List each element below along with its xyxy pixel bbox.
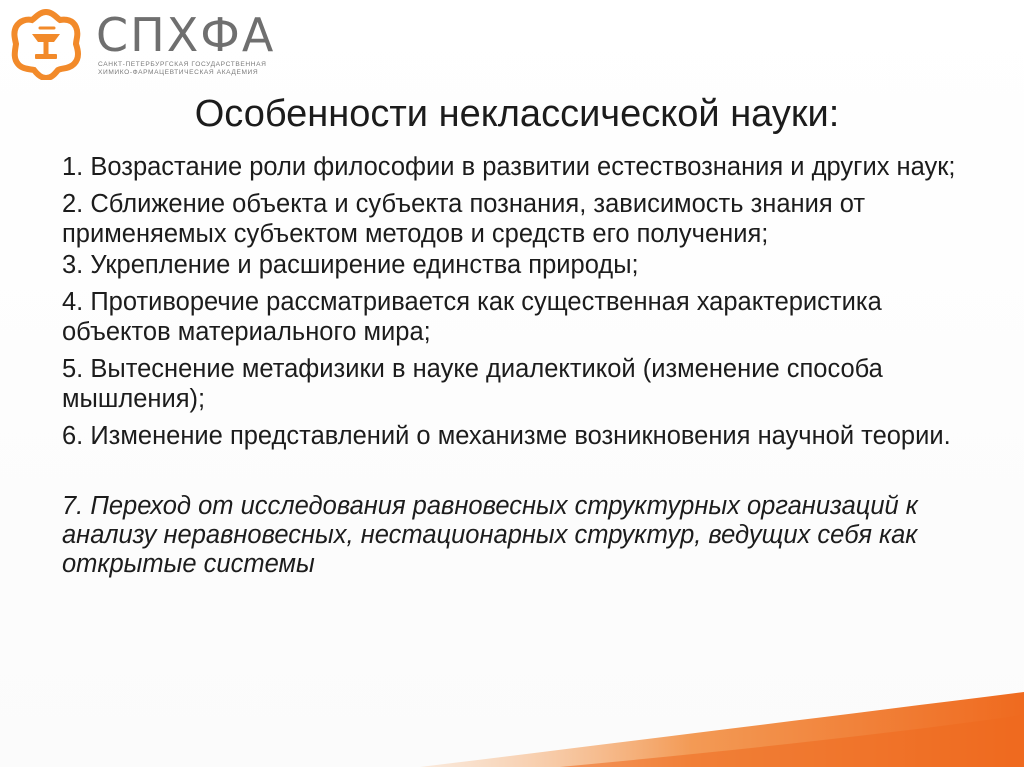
logo-subtitle-line: САНКТ-ПЕТЕРБУРГСКАЯ ГОСУДАРСТВЕННАЯ xyxy=(98,61,267,68)
emphasized-list-item: 7. Переход от исследования равновесных структурных организаций к анализу неравновесных, нестационарных структур, ведущих себя как открытые системы xyxy=(62,492,918,578)
feature-list xyxy=(62,152,997,605)
list-item: 2. Сближение объекта и субъекта познания, зависимость знания от применяемых субъектом методов и средств его получения; xyxy=(62,190,866,248)
logo-subtitle xyxy=(98,61,266,77)
list-item: 5. Вытеснение метафизики в науке диалектикой (изменение способа мышления); xyxy=(62,355,883,413)
logo xyxy=(10,8,280,80)
logo-subtitle-line: ХИМИКО-ФАРМАЦЕВТИЧЕСКАЯ АКАДЕМИЯ xyxy=(98,69,259,76)
list-item: 3. Укрепление и расширение единства природы; xyxy=(62,251,639,279)
list-item: 4. Противоречие рассматривается как существенная характеристика объектов материального мира; xyxy=(62,288,882,346)
logo-wordmark: СПХФА xyxy=(96,8,276,62)
list-item: 1. Возрастание роли философии в развитии естествознания и других наук; xyxy=(62,153,956,181)
slide-title: Особенности неклассической науки: xyxy=(194,93,840,135)
list-item: 6. Изменение представлений о механизме возникновения научной теории. xyxy=(62,422,951,450)
academy-emblem-icon xyxy=(10,8,82,80)
